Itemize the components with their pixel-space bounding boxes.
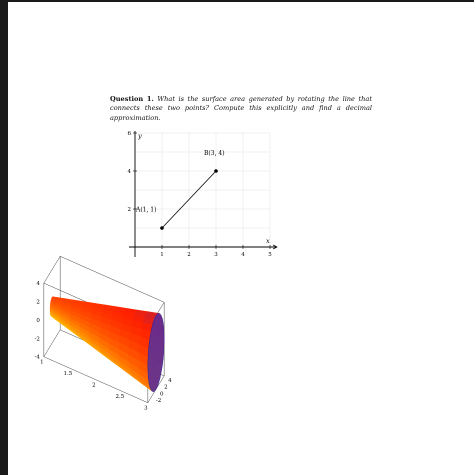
point-b-marker (214, 169, 218, 173)
plot-grid (135, 133, 270, 247)
y-tick-label: 6 (127, 131, 131, 137)
x-tick-label: 2 (92, 382, 96, 389)
z-tick-label: -2 (34, 336, 40, 343)
x-axis-label: x (266, 237, 270, 245)
plot-axes (129, 131, 277, 257)
x-tick-label: 1.5 (63, 371, 73, 378)
question-paragraph (110, 95, 372, 123)
x-tick-label: 2 (187, 252, 191, 258)
x-tick-label: 3 (214, 252, 218, 258)
line-plot (115, 128, 280, 260)
x-tick-label: 5 (268, 252, 272, 258)
z-tick-label: -4 (34, 354, 40, 361)
window-frame-left (0, 0, 8, 475)
question-label: Question 1. (110, 95, 154, 103)
bounding-box-edge (60, 256, 164, 302)
y-axis-label: y (138, 132, 142, 140)
surface-plot (34, 262, 305, 412)
y-tick-label: 2 (127, 207, 131, 213)
x-tick-label: 1 (40, 359, 44, 366)
bounding-box-edge (44, 256, 60, 283)
y-tick-label: 0 (160, 391, 164, 398)
point-a-label: A(1, 1) (136, 206, 157, 214)
point-b-label: B(3, 4) (204, 150, 225, 157)
y-tick-label: 4 (127, 169, 131, 175)
question-text: What is the surface area generated by rotating the line that connects these two points? Compute this explicitly and find a decimal approximation. (110, 95, 372, 122)
x-tick-label: 2.5 (115, 394, 125, 401)
x-tick-label: 4 (241, 252, 245, 258)
x-tick-label: 1 (160, 252, 164, 258)
y-tick-label: 4 (168, 377, 172, 384)
point-a-marker (160, 226, 164, 230)
z-tick-label: 4 (36, 281, 40, 288)
y-tick-label: -2 (155, 398, 162, 405)
plot-ticks (128, 131, 273, 258)
z-tick-label: 0 (36, 317, 40, 324)
surface-mesh (50, 297, 164, 392)
window-frame-top (0, 0, 474, 2)
bounding-box-edge (44, 330, 60, 357)
x-tick-label: 3 (144, 405, 148, 412)
z-tick-label: 2 (36, 299, 40, 306)
y-tick-label: 2 (164, 384, 168, 391)
